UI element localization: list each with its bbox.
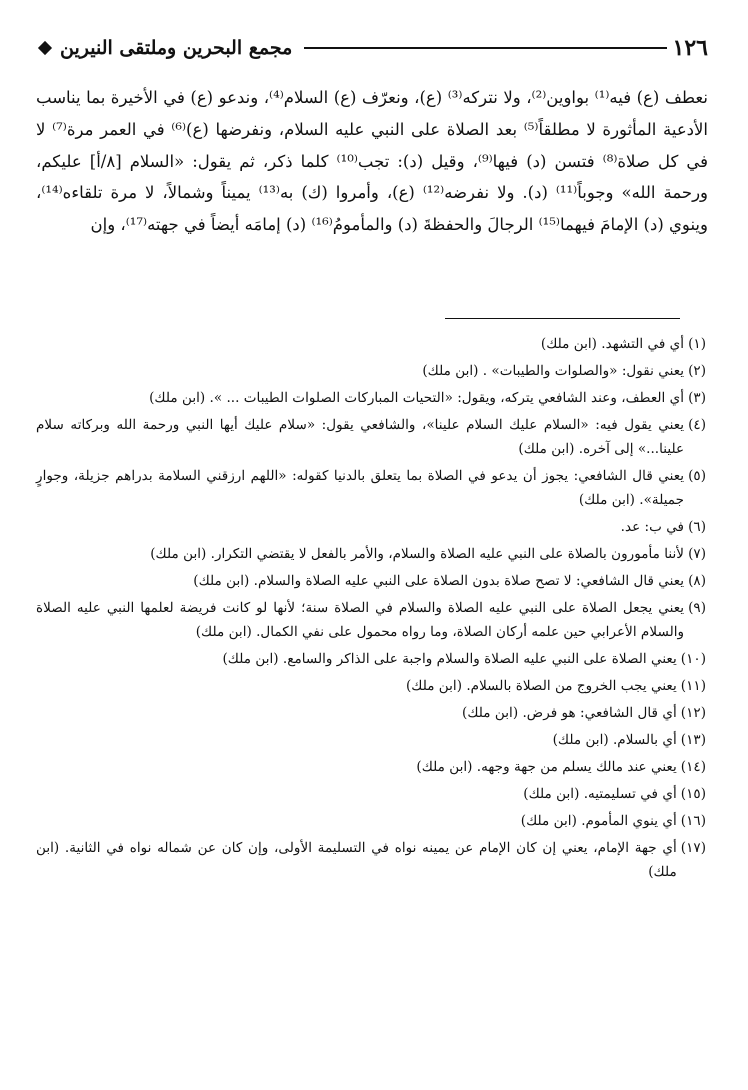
footnote-text: أي ينوي المأموم. (ابن ملك) — [520, 813, 677, 829]
footnote-number: (٨) — [688, 573, 706, 589]
footnote-number: (٣) — [688, 390, 706, 406]
footnote-item — [36, 569, 706, 593]
footnote-text: أي في التشهد. (ابن ملك) — [540, 336, 685, 352]
footnote-item — [36, 809, 706, 833]
running-title: مجمع البحرين وملتقى النيرين — [60, 37, 293, 59]
footnote-text: أي قال الشافعي: هو فرض. (ابن ملك) — [462, 705, 677, 721]
footnote-text: يعني يجب الخروج من الصلاة بالسلام. (ابن ملك) — [405, 678, 677, 694]
footnote-number: (١٢) — [680, 705, 706, 721]
footnote-item — [36, 782, 706, 806]
footnote-text: أي جهة الإمام، يعني إن كان الإمام عن يمينه نواه في التسليمة الأولى، وإن كان عن شماله نواه في الثانية. (ابن ملك) — [36, 840, 677, 880]
footnote-item — [36, 596, 706, 644]
footnote-number: (١٤) — [680, 759, 706, 775]
footnote-number: (٢) — [688, 363, 706, 379]
footnote-number: (١٠) — [680, 651, 706, 667]
footnote-text: يعني نقول: «والصلوات والطيبات» . (ابن ملك) — [422, 363, 685, 379]
footnote-number: (٧) — [688, 546, 706, 562]
header-rule — [304, 47, 666, 49]
footnote-text: يعني قال الشافعي: يجوز أن يدعو في الصلاة بما يتعلق بالدنيا كقوله: «اللهم ارزقني السلامة بدراهم جزيلة، وجوارٍ جميلة». (ابن ملك) — [36, 468, 685, 508]
footnote-number: (١٧) — [680, 840, 706, 856]
footnote-item — [36, 542, 706, 566]
footnote-number: (١١) — [680, 678, 706, 694]
footnote-item — [36, 701, 706, 725]
footnotes-list — [36, 332, 706, 887]
footnote-number: (٩) — [688, 600, 706, 616]
footnote-text: لأننا مأمورون بالصلاة على النبي عليه الصلاة والسلام، والأمر بالفعل لا يقتضي التكرار. (ابن ملك) — [150, 546, 685, 562]
footnote-item — [36, 332, 706, 356]
diamond-ornament-icon — [38, 41, 52, 55]
page-number: ١٢٦ — [672, 35, 708, 61]
footnote-separator — [445, 318, 680, 319]
footnote-number: (٦) — [688, 519, 706, 535]
page-header — [36, 28, 708, 68]
footnote-item — [36, 515, 706, 539]
footnote-text: أي العطف، وعند الشافعي يتركه، ويقول: «التحيات المباركات الصلوات الطيبات ... ». (ابن ملك) — [149, 390, 685, 406]
footnote-text: يعني الصلاة على النبي عليه الصلاة والسلام واجبة على الذاكر والسامع. (ابن ملك) — [222, 651, 677, 667]
footnote-item — [36, 464, 706, 512]
footnote-text: يعني يجعل الصلاة على النبي عليه الصلاة والسلام في الصلاة سنة؛ لأنها لو كانت فريضة لعلمها النبي عليه الصلاة والسلام الأعرابي حين علمه أركان الصلاة، وما رواه محمول على نفي الكمال. (ابن ملك) — [36, 600, 685, 640]
footnote-text: يعني قال الشافعي: لا تصح صلاة بدون الصلاة على النبي عليه الصلاة والسلام. (ابن ملك) — [193, 573, 685, 589]
main-paragraph: نعطف (ع) فيه⁽¹⁾ بواوين⁽²⁾، ولا نتركه⁽³⁾ (ع)، ونعرّف (ع) السلام⁽⁴⁾، وندعو (ع) في الأخيرة بما يناسب الأدعية المأثورة لا مطلقاً⁽⁵⁾ بعد الصلاة على النبي عليه السلام، ونفرضها (ع)⁽⁶⁾ في العمر مرة⁽⁷⁾ لا في كل صلاة⁽⁸⁾ فتسن (د) فيها⁽⁹⁾، وقيل (د): تجب⁽¹⁰⁾ كلما ذكر، ثم يقول: «السلام [٨/أ] عليكم، ورحمة الله» وجوباً⁽¹¹⁾ (د). ولا نفرضه⁽¹²⁾ (ع)، وأمروا (ك) به⁽¹³⁾ يميناً وشمالاً، لا مرة تلقاءه⁽¹⁴⁾، وينوي (د) الإمامَ فيهما⁽¹⁵⁾ الرجالَ والحفظةَ (د) والمأمومُ⁽¹⁶⁾ (د) إمامَه أيضاً في جهته⁽¹⁷⁾، وإن — [36, 88, 709, 235]
footnote-item — [36, 386, 706, 410]
footnote-item — [36, 647, 706, 671]
footnote-text: في ب: عد. — [620, 519, 685, 535]
footnote-number: (١٣) — [680, 732, 706, 748]
footnote-item — [36, 836, 706, 884]
footnote-text: أي بالسلام. (ابن ملك) — [552, 732, 677, 748]
footnote-text: يعني عند مالك يسلم من جهة وجهه. (ابن ملك) — [416, 759, 677, 775]
main-text-block — [36, 82, 708, 241]
footnote-number: (٤) — [688, 417, 706, 433]
footnote-text: يعني يقول فيه: «السلام عليك السلام علينا»، والشافعي يقول: «سلام عليك أيها النبي ورحمة الله وبركاته سلام علينا...» إلى آخره. (ابن ملك) — [36, 417, 685, 457]
footnote-item — [36, 755, 706, 779]
footnote-text: أي في تسليمتيه. (ابن ملك) — [523, 786, 677, 802]
footnote-item — [36, 674, 706, 698]
footnote-item — [36, 413, 706, 461]
footnote-item — [36, 728, 706, 752]
footnote-number: (١) — [688, 336, 706, 352]
footnote-number: (١٦) — [680, 813, 706, 829]
footnote-number: (٥) — [688, 468, 706, 484]
footnote-number: (١٥) — [680, 786, 706, 802]
footnote-item — [36, 359, 706, 383]
